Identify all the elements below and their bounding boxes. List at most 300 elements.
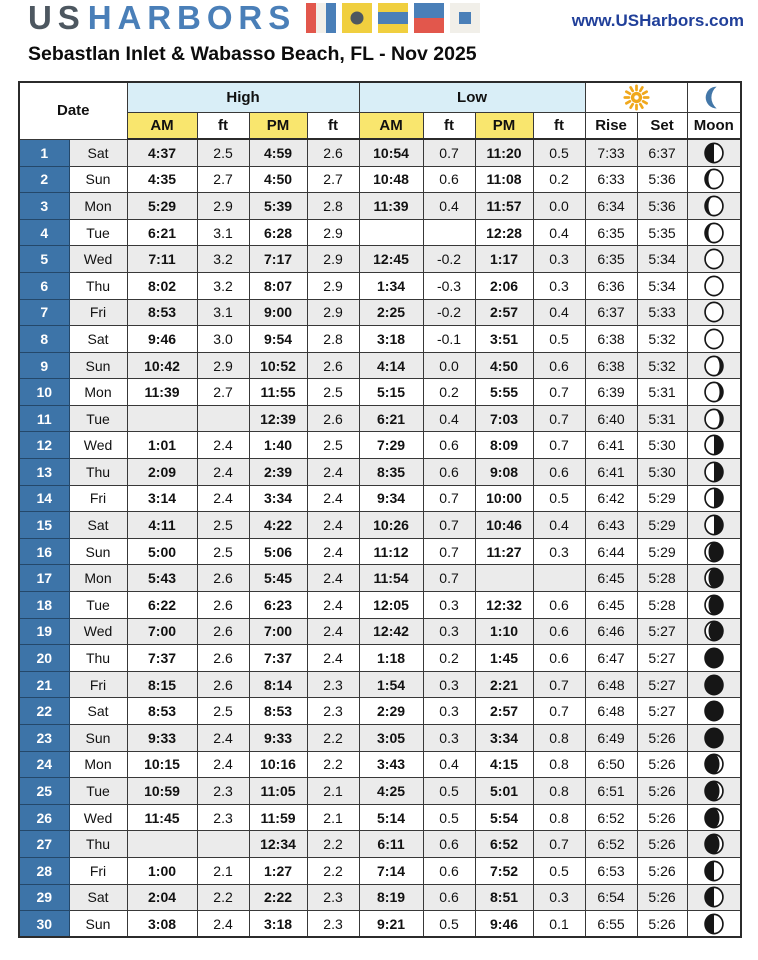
- high-am-height: 2.3: [197, 778, 249, 805]
- moon-phase-icon-waning-crescent: [687, 565, 741, 592]
- rise-time: 6:45: [585, 565, 637, 592]
- high-pm-time: 3:34: [249, 485, 307, 512]
- rise-time: 6:34: [585, 193, 637, 220]
- low-pm-time: 11:20: [475, 139, 533, 166]
- day-cell: Fri: [69, 485, 127, 512]
- low-pm-time: 10:00: [475, 485, 533, 512]
- day-cell: Fri: [69, 857, 127, 884]
- low-pm-height: 0.3: [533, 246, 585, 273]
- set-time: 5:26: [637, 778, 687, 805]
- high-am-height: 3.2: [197, 246, 249, 273]
- high-pm-height: 2.5: [307, 379, 359, 406]
- low-am-time: 10:54: [359, 139, 423, 166]
- table-row: [19, 804, 741, 831]
- low-pm-height: 0.7: [533, 432, 585, 459]
- moon-phase-icon-new: [687, 671, 741, 698]
- high-pm-time: 7:00: [249, 618, 307, 645]
- high-am-height: 2.4: [197, 459, 249, 486]
- usharbors-logo[interactable]: [28, 2, 480, 34]
- high-pm-header: PM: [249, 112, 307, 139]
- low-pm-time: [475, 565, 533, 592]
- high-am-height: 2.4: [197, 725, 249, 752]
- moon-phase-icon-full: [687, 246, 741, 273]
- high-am-height: 3.0: [197, 326, 249, 353]
- set-time: 5:26: [637, 884, 687, 911]
- low-pm-height: 0.4: [533, 219, 585, 246]
- set-time: 5:26: [637, 831, 687, 858]
- low-pm-height: 0.5: [533, 139, 585, 166]
- low-pm-time: 6:52: [475, 831, 533, 858]
- low-pm-time: 1:10: [475, 618, 533, 645]
- day-cell: Mon: [69, 751, 127, 778]
- high-pm-height: 2.2: [307, 725, 359, 752]
- high-am-height: 2.9: [197, 352, 249, 379]
- sun-icon: [622, 99, 651, 113]
- low-pm-height: 0.8: [533, 804, 585, 831]
- date-cell: 9: [19, 352, 69, 379]
- low-pm-time: 7:03: [475, 405, 533, 432]
- low-tide-header: Low: [359, 82, 585, 113]
- low-am-height: 0.3: [423, 698, 475, 725]
- date-cell: 1: [19, 139, 69, 166]
- high-am-height: 2.7: [197, 379, 249, 406]
- low-am-height: 0.3: [423, 618, 475, 645]
- day-cell: Thu: [69, 459, 127, 486]
- low-am-time: 2:25: [359, 299, 423, 326]
- low-pm-time: 10:46: [475, 512, 533, 539]
- low-am-height: -0.2: [423, 246, 475, 273]
- table-row: [19, 405, 741, 432]
- date-cell: 10: [19, 379, 69, 406]
- moon-phase-icon-waning-crescent: [687, 592, 741, 619]
- table-row: [19, 884, 741, 911]
- low-pm-time: 3:51: [475, 326, 533, 353]
- echo-flag: [414, 3, 444, 33]
- moon-phase-icon-waxing-gibbous: [687, 219, 741, 246]
- low-am-height: [423, 219, 475, 246]
- day-cell: Sun: [69, 911, 127, 938]
- tango-flag: [306, 3, 336, 33]
- table-row: [19, 778, 741, 805]
- high-pm-height: 2.4: [307, 512, 359, 539]
- signal-flags: [306, 3, 480, 33]
- high-pm-height: 2.9: [307, 272, 359, 299]
- low-am-height: 0.2: [423, 645, 475, 672]
- moon-phase-icon-waning-gibbous: [687, 405, 741, 432]
- high-pm-time: 4:50: [249, 166, 307, 193]
- high-pm-height: 2.4: [307, 645, 359, 672]
- rise-time: 6:48: [585, 671, 637, 698]
- website-link[interactable]: www.USHarbors.com: [571, 11, 744, 30]
- moon-phase-icon-waning-gibbous: [687, 379, 741, 406]
- low-pm-time: 11:27: [475, 538, 533, 565]
- day-cell: Tue: [69, 219, 127, 246]
- set-header: Set: [637, 112, 687, 139]
- low-pm-time: 4:15: [475, 751, 533, 778]
- low-am-height: 0.7: [423, 538, 475, 565]
- delta-flag: [378, 3, 408, 33]
- table-row: [19, 299, 741, 326]
- table-row: [19, 166, 741, 193]
- high-am-height: 2.5: [197, 698, 249, 725]
- high-am-time: 10:59: [127, 778, 197, 805]
- high-am-time: 3:08: [127, 911, 197, 938]
- high-am-time: 2:09: [127, 459, 197, 486]
- high-am-height: 2.7: [197, 166, 249, 193]
- low-am-height: 0.3: [423, 592, 475, 619]
- date-cell: 25: [19, 778, 69, 805]
- date-cell: 23: [19, 725, 69, 752]
- moon-phase-icon-last-quarter: [687, 485, 741, 512]
- high-pm-time: 9:00: [249, 299, 307, 326]
- moon-phase-icon-new: [687, 645, 741, 672]
- table-row: [19, 459, 741, 486]
- set-time: 5:36: [637, 166, 687, 193]
- high-pm-time: 11:59: [249, 804, 307, 831]
- high-am-height: 2.3: [197, 804, 249, 831]
- high-am-time: 7:11: [127, 246, 197, 273]
- moon-phase-icon-waxing-crescent: [687, 831, 741, 858]
- high-pm-time: 12:39: [249, 405, 307, 432]
- high-pm-height: 2.2: [307, 857, 359, 884]
- date-cell: 14: [19, 485, 69, 512]
- high-pm-time: 1:40: [249, 432, 307, 459]
- low-pm-height: 0.5: [533, 857, 585, 884]
- rise-time: 6:41: [585, 432, 637, 459]
- moon-phase-icon-full: [687, 272, 741, 299]
- date-cell: 27: [19, 831, 69, 858]
- high-am-time: 8:53: [127, 698, 197, 725]
- low-am-height: 0.0: [423, 352, 475, 379]
- rise-time: 6:45: [585, 592, 637, 619]
- high-am-height: 2.6: [197, 565, 249, 592]
- date-cell: 7: [19, 299, 69, 326]
- low-am-time: 11:54: [359, 565, 423, 592]
- table-row: [19, 671, 741, 698]
- rise-time: 7:33: [585, 139, 637, 166]
- high-pm-height: 2.4: [307, 459, 359, 486]
- high-am-time: 5:29: [127, 193, 197, 220]
- table-row: [19, 857, 741, 884]
- low-pm-height: 0.4: [533, 299, 585, 326]
- day-cell: Tue: [69, 778, 127, 805]
- day-cell: Sun: [69, 166, 127, 193]
- high-pm-height: 2.4: [307, 618, 359, 645]
- set-time: 5:34: [637, 272, 687, 299]
- rise-time: 6:40: [585, 405, 637, 432]
- moon-phase-icon-full: [687, 299, 741, 326]
- low-pm-time: 5:54: [475, 804, 533, 831]
- low-pm-height: 0.7: [533, 379, 585, 406]
- set-time: 5:36: [637, 193, 687, 220]
- day-cell: Sat: [69, 139, 127, 166]
- date-cell: 2: [19, 166, 69, 193]
- date-cell: 17: [19, 565, 69, 592]
- low-pm-time: 11:57: [475, 193, 533, 220]
- date-cell: 28: [19, 857, 69, 884]
- low-am-time: 6:21: [359, 405, 423, 432]
- moon-header: Moon: [687, 112, 741, 139]
- high-pm-time: 5:39: [249, 193, 307, 220]
- table-row: [19, 379, 741, 406]
- moon-phase-icon-first-quarter: [687, 911, 741, 938]
- crescent-moon-icon: [701, 97, 726, 113]
- day-cell: Sun: [69, 352, 127, 379]
- low-pm-time: 7:52: [475, 857, 533, 884]
- day-cell: Mon: [69, 193, 127, 220]
- rise-time: 6:39: [585, 379, 637, 406]
- set-time: 5:31: [637, 379, 687, 406]
- low-am-height: 0.7: [423, 565, 475, 592]
- high-pm-height: 2.1: [307, 778, 359, 805]
- set-time: 5:27: [637, 645, 687, 672]
- high-pm-time: 3:18: [249, 911, 307, 938]
- rise-time: 6:42: [585, 485, 637, 512]
- high-pm-height: 2.4: [307, 485, 359, 512]
- high-am-height: 2.6: [197, 645, 249, 672]
- high-pm-height: 2.2: [307, 751, 359, 778]
- high-pm-time: 1:27: [249, 857, 307, 884]
- set-time: 5:29: [637, 538, 687, 565]
- low-am-ft-header: ft: [423, 112, 475, 139]
- high-pm-height: 2.2: [307, 831, 359, 858]
- rise-time: 6:38: [585, 352, 637, 379]
- high-am-height: 2.4: [197, 485, 249, 512]
- table-row: [19, 219, 741, 246]
- rise-time: 6:37: [585, 299, 637, 326]
- high-am-height: 2.6: [197, 671, 249, 698]
- rise-time: 6:54: [585, 884, 637, 911]
- low-am-height: 0.5: [423, 911, 475, 938]
- low-am-height: 0.6: [423, 884, 475, 911]
- table-row: [19, 352, 741, 379]
- high-am-time: 6:22: [127, 592, 197, 619]
- low-am-height: 0.7: [423, 512, 475, 539]
- moon-phase-icon-waxing-crescent: [687, 751, 741, 778]
- date-cell: 13: [19, 459, 69, 486]
- low-pm-height: 0.7: [533, 671, 585, 698]
- high-am-height: 3.1: [197, 219, 249, 246]
- rise-time: 6:48: [585, 698, 637, 725]
- table-row: [19, 538, 741, 565]
- moon-phase-icon-last-quarter: [687, 432, 741, 459]
- high-am-time: [127, 405, 197, 432]
- high-pm-time: 4:59: [249, 139, 307, 166]
- sunrise-sunset-header: [585, 82, 687, 113]
- high-am-height: 2.5: [197, 139, 249, 166]
- day-cell: Thu: [69, 645, 127, 672]
- high-am-time: 1:01: [127, 432, 197, 459]
- high-pm-height: 2.8: [307, 193, 359, 220]
- day-cell: Thu: [69, 272, 127, 299]
- high-am-time: 8:15: [127, 671, 197, 698]
- table-row: [19, 911, 741, 938]
- table-row: [19, 698, 741, 725]
- table-row: [19, 725, 741, 752]
- high-pm-time: 8:53: [249, 698, 307, 725]
- day-cell: Sun: [69, 725, 127, 752]
- high-am-height: 2.4: [197, 911, 249, 938]
- table-row: [19, 831, 741, 858]
- high-am-time: 4:11: [127, 512, 197, 539]
- high-am-height: [197, 405, 249, 432]
- day-cell: Thu: [69, 831, 127, 858]
- rise-header: Rise: [585, 112, 637, 139]
- high-am-time: 7:37: [127, 645, 197, 672]
- moon-phase-icon-waxing-gibbous: [687, 166, 741, 193]
- low-am-time: 7:29: [359, 432, 423, 459]
- date-cell: 26: [19, 804, 69, 831]
- high-am-height: [197, 831, 249, 858]
- low-am-time: 5:15: [359, 379, 423, 406]
- high-pm-height: 2.9: [307, 246, 359, 273]
- day-cell: Mon: [69, 379, 127, 406]
- low-pm-time: 5:01: [475, 778, 533, 805]
- low-pm-height: 0.1: [533, 911, 585, 938]
- rise-time: 6:36: [585, 272, 637, 299]
- high-pm-time: 5:45: [249, 565, 307, 592]
- low-pm-time: 12:28: [475, 219, 533, 246]
- high-pm-time: 10:52: [249, 352, 307, 379]
- day-cell: Sun: [69, 538, 127, 565]
- date-cell: 15: [19, 512, 69, 539]
- rise-time: 6:47: [585, 645, 637, 672]
- high-pm-height: 2.3: [307, 884, 359, 911]
- rise-time: 6:38: [585, 326, 637, 353]
- set-time: 5:30: [637, 432, 687, 459]
- set-time: 5:27: [637, 698, 687, 725]
- day-cell: Wed: [69, 432, 127, 459]
- high-am-height: 2.4: [197, 751, 249, 778]
- high-am-height: 2.5: [197, 512, 249, 539]
- low-am-height: 0.3: [423, 725, 475, 752]
- date-cell: 16: [19, 538, 69, 565]
- low-am-time: 4:25: [359, 778, 423, 805]
- moon-phase-icon-new: [687, 698, 741, 725]
- moon-phase-icon-waxing-gibbous: [687, 193, 741, 220]
- rise-time: 6:46: [585, 618, 637, 645]
- table-row: [19, 751, 741, 778]
- low-pm-height: 0.3: [533, 272, 585, 299]
- date-cell: 4: [19, 219, 69, 246]
- high-am-height: 3.1: [197, 299, 249, 326]
- day-cell: Mon: [69, 565, 127, 592]
- moon-phase-icon-waning-crescent: [687, 618, 741, 645]
- high-am-time: 8:02: [127, 272, 197, 299]
- low-am-time: 10:48: [359, 166, 423, 193]
- low-am-height: 0.7: [423, 139, 475, 166]
- tide-table: [18, 81, 742, 938]
- tide-table-body: [19, 139, 741, 937]
- moon-phase-icon-waning-crescent: [687, 538, 741, 565]
- high-am-time: 5:00: [127, 538, 197, 565]
- high-pm-time: 10:16: [249, 751, 307, 778]
- low-pm-height: 0.3: [533, 884, 585, 911]
- high-pm-time: 7:37: [249, 645, 307, 672]
- low-am-height: 0.5: [423, 778, 475, 805]
- table-row: [19, 618, 741, 645]
- rise-time: 6:50: [585, 751, 637, 778]
- high-pm-height: 2.4: [307, 565, 359, 592]
- high-pm-height: 2.3: [307, 911, 359, 938]
- rise-time: 6:44: [585, 538, 637, 565]
- high-pm-height: 2.5: [307, 432, 359, 459]
- low-pm-height: 0.6: [533, 592, 585, 619]
- moon-phase-icon-last-quarter: [687, 512, 741, 539]
- rise-time: 6:52: [585, 831, 637, 858]
- set-time: 5:27: [637, 618, 687, 645]
- high-pm-time: 2:22: [249, 884, 307, 911]
- date-cell: 30: [19, 911, 69, 938]
- moon-phase-icon-full: [687, 326, 741, 353]
- high-am-time: 8:53: [127, 299, 197, 326]
- low-am-height: 0.6: [423, 432, 475, 459]
- date-cell: 3: [19, 193, 69, 220]
- rise-time: 6:52: [585, 804, 637, 831]
- low-pm-height: 0.3: [533, 538, 585, 565]
- high-am-time: 7:00: [127, 618, 197, 645]
- high-am-time: 4:37: [127, 139, 197, 166]
- date-cell: 12: [19, 432, 69, 459]
- low-pm-time: 8:51: [475, 884, 533, 911]
- high-pm-height: 2.6: [307, 139, 359, 166]
- date-cell: 8: [19, 326, 69, 353]
- india-flag: [342, 3, 372, 33]
- low-pm-time: 9:08: [475, 459, 533, 486]
- low-pm-height: 0.8: [533, 778, 585, 805]
- low-pm-time: 2:57: [475, 299, 533, 326]
- high-am-time: 3:14: [127, 485, 197, 512]
- high-pm-time: 11:05: [249, 778, 307, 805]
- high-am-time: 10:42: [127, 352, 197, 379]
- high-am-time: 10:15: [127, 751, 197, 778]
- day-cell: Sat: [69, 326, 127, 353]
- low-am-height: 0.4: [423, 405, 475, 432]
- set-time: 5:32: [637, 352, 687, 379]
- high-am-header: AM: [127, 112, 197, 139]
- table-row: [19, 139, 741, 166]
- sierra-flag: [450, 3, 480, 33]
- low-pm-height: 0.0: [533, 193, 585, 220]
- low-am-time: 5:14: [359, 804, 423, 831]
- rise-time: 6:35: [585, 246, 637, 273]
- low-pm-time: 11:08: [475, 166, 533, 193]
- high-pm-time: 2:39: [249, 459, 307, 486]
- day-cell: Sat: [69, 512, 127, 539]
- table-row: [19, 592, 741, 619]
- high-pm-height: 2.4: [307, 538, 359, 565]
- low-am-time: 11:39: [359, 193, 423, 220]
- low-pm-time: 12:32: [475, 592, 533, 619]
- moon-phase-icon-first-quarter: [687, 884, 741, 911]
- logo-harbors-text: HARBORS: [87, 0, 297, 36]
- date-cell: 11: [19, 405, 69, 432]
- low-am-height: 0.6: [423, 459, 475, 486]
- low-am-height: 0.7: [423, 485, 475, 512]
- rise-time: 6:35: [585, 219, 637, 246]
- low-am-time: 7:14: [359, 857, 423, 884]
- low-pm-height: 0.7: [533, 405, 585, 432]
- low-pm-height: 0.4: [533, 512, 585, 539]
- high-pm-ft-header: ft: [307, 112, 359, 139]
- high-am-time: 6:21: [127, 219, 197, 246]
- set-time: 5:26: [637, 751, 687, 778]
- high-am-ft-header: ft: [197, 112, 249, 139]
- day-cell: Fri: [69, 299, 127, 326]
- low-am-time: 12:05: [359, 592, 423, 619]
- day-cell: Tue: [69, 405, 127, 432]
- high-pm-height: 2.4: [307, 592, 359, 619]
